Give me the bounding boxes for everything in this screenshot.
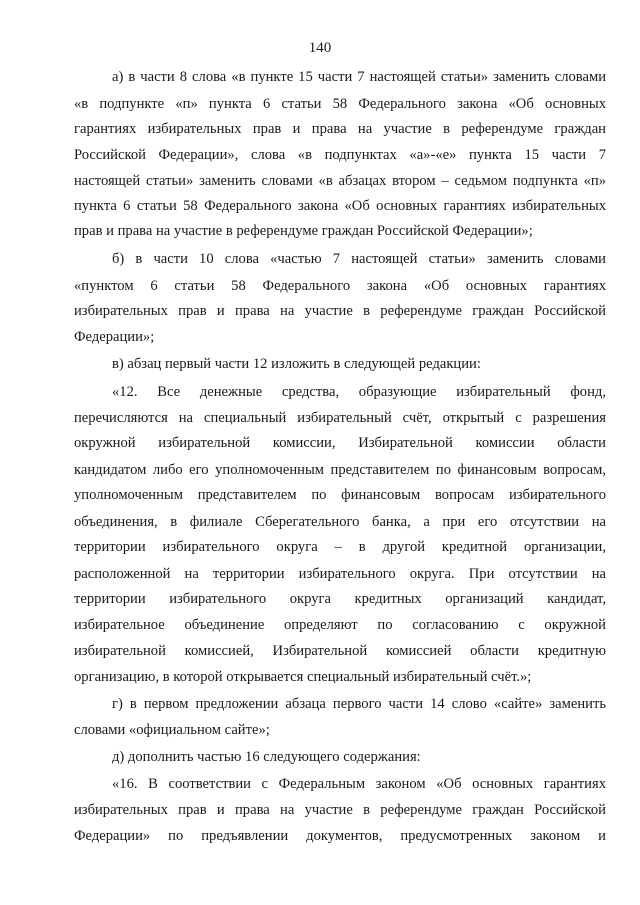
text-line: Федерации»; [74, 329, 155, 345]
text-line: расположенной на территории избирательного округа. При отсутствии на [74, 566, 606, 582]
text-line: кандидатом либо его уполномоченным представителем по финансовым вопросам, [74, 462, 606, 478]
text-line: Российской Федерации», слова «в подпунктах «а»-«е» пункта 15 части 7 [74, 147, 606, 163]
page-number: 140 [308, 40, 332, 56]
text-line: а) в части 8 слова «в пункте 15 части 7 настоящей статьи» заменить словами [112, 69, 606, 85]
text-line: избирательных прав и права на участие в референдуме граждан Российской [74, 802, 606, 818]
text-line: территории избирательного округа кредитных организаций кандидат, [74, 591, 606, 607]
text-line: гарантиях избирательных прав и права на участие в референдуме граждан [74, 121, 606, 137]
text-line: перечисляются на специальный избирательный счёт, открытый с разрешения [74, 410, 606, 426]
text-line: в) абзац первый части 12 изложить в следующей редакции: [112, 356, 481, 372]
text-line: словами «официальном сайте»; [74, 722, 270, 738]
text-line: организацию, в которой открывается специальный избирательный счёт.»; [74, 669, 532, 685]
text-line: окружной избирательной комиссии, Избирательной комиссии области [74, 435, 606, 451]
text-line: «16. В соответствии с Федеральным законом «Об основных гарантиях [112, 776, 606, 792]
text-line: б) в части 10 слова «частью 7 настоящей статьи» заменить словами [112, 251, 606, 267]
text-line: г) в первом предложении абзаца первого части 14 слово «сайте» заменить [112, 696, 606, 712]
text-line: избирательных прав и права на участие в референдуме граждан Российской [74, 303, 606, 319]
text-line: уполномоченным представителем по финансовым вопросам избирательного [74, 487, 606, 503]
text-line: д) дополнить частью 16 следующего содержания: [112, 749, 421, 765]
text-line: настоящей статьи» заменить словами «в абзацах втором – седьмом подпункта «п» [74, 173, 606, 189]
text-line: объединения, в филиале Сберегательного банка, а при его отсутствии на [74, 514, 606, 530]
text-line: «пунктом 6 статьи 58 Федерального закона «Об основных гарантиях [74, 278, 606, 294]
text-line: прав и права на участие в референдуме граждан Российской Федерации»; [74, 223, 533, 239]
text-line: «в подпункте «п» пункта 6 статьи 58 Федерального закона «Об основных [74, 96, 606, 112]
text-line: Федерации» по предъявлении документов, предусмотренных законом и [74, 828, 606, 844]
text-line: «12. Все денежные средства, образующие избирательный фонд, [112, 384, 606, 400]
text-line: пункта 6 статьи 58 Федерального закона «Об основных гарантиях избирательных [74, 198, 606, 214]
text-line: избирательной комиссией, Избирательной комиссией области кредитную [74, 643, 606, 659]
text-line: избирательное объединение определяют по согласованию с окружной [74, 617, 606, 633]
text-line: территории избирательного округа – в другой кредитной организации, [74, 539, 606, 555]
